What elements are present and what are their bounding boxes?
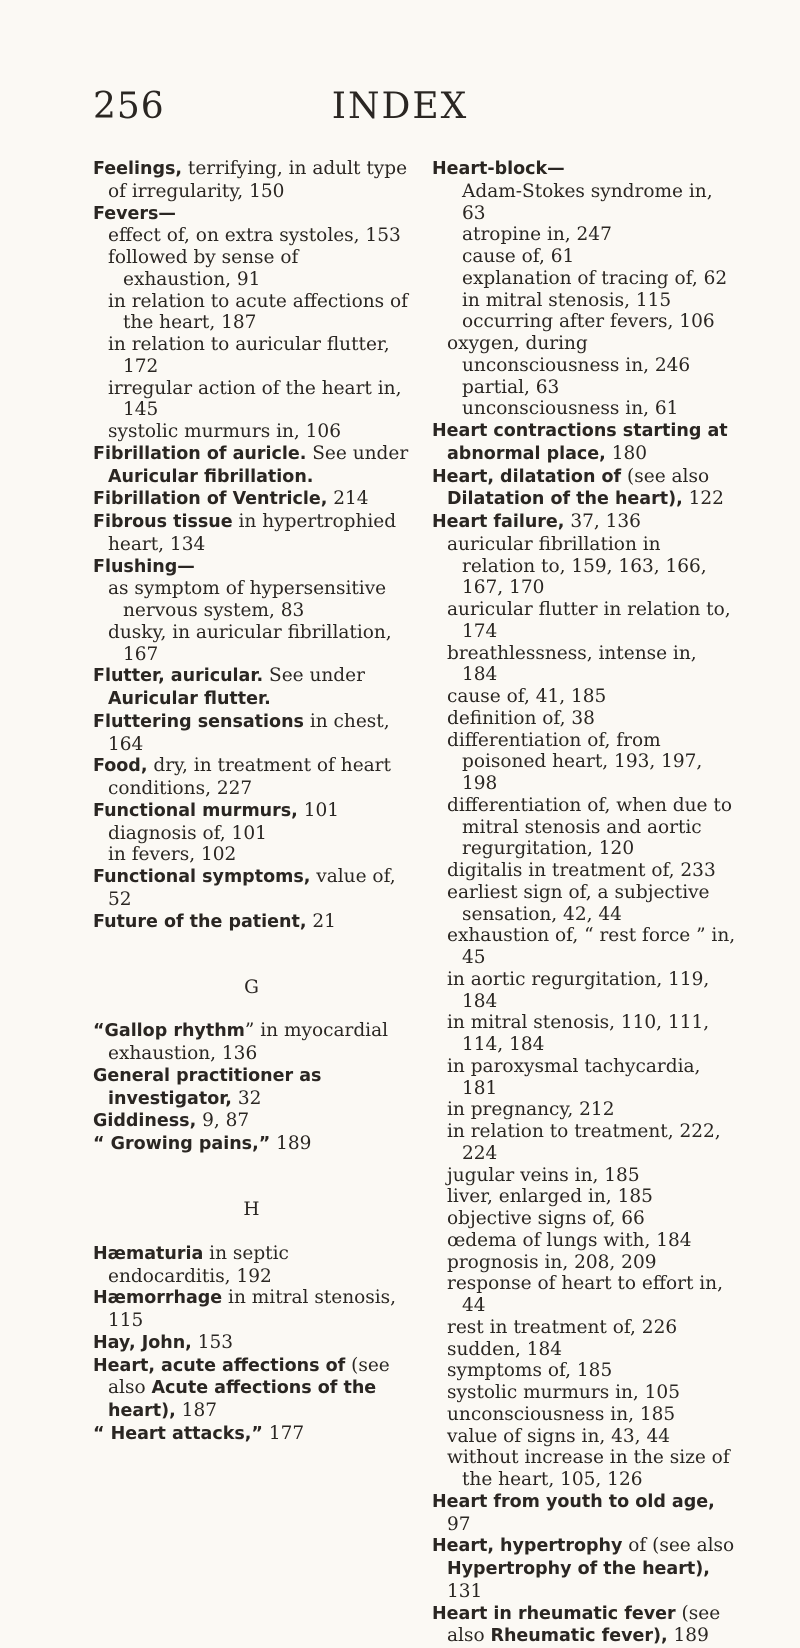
- sub-entry: differentiation of, when due to mitral stenosis and aortic regurgitation, 120: [432, 795, 737, 860]
- sub-entry: in mitral stenosis, 110, 111, 114, 184: [432, 1012, 737, 1056]
- sub-entry: effect of, on extra systoles, 153: [93, 225, 410, 247]
- index-entry-fevers: Fevers—: [93, 203, 410, 226]
- sub-entry: in mitral stenosis, 115: [432, 290, 737, 312]
- sub-entry: breathlessness, intense in, 184: [432, 643, 737, 687]
- index-entry-future: Future of the patient, 21: [93, 911, 410, 934]
- sub-entry: in relation to auricular flutter, 172: [93, 334, 410, 378]
- sub-entry: value of signs in, 43, 44: [432, 1426, 737, 1448]
- index-entry-heart-acute-affections: Heart, acute affections of (see also Acute affections of the heart), 187: [93, 1355, 410, 1423]
- sub-entry: in relation to acute affections of the heart, 187: [93, 291, 410, 335]
- sub-entry: dusky, in auricular fibrillation, 167: [93, 622, 410, 666]
- sub-entry: in relation to treatment, 222, 224: [432, 1121, 737, 1165]
- index-entry-heart-failure: Heart failure, 37, 136: [432, 511, 737, 534]
- sub-entry: occurring after fevers, 106: [432, 311, 737, 333]
- sub-entry: partial, 63: [432, 377, 737, 399]
- index-entry-giddiness: Giddiness, 9, 87: [93, 1110, 410, 1133]
- sub-entry: followed by sense of exhaustion, 91: [93, 247, 410, 291]
- sub-entry: sudden, 184: [432, 1339, 737, 1361]
- index-entry-heart-dilatation: Heart, dilatation of (see also Dilatation of the heart), 122: [432, 466, 737, 512]
- sub-entry: systolic murmurs in, 105: [432, 1382, 737, 1404]
- right-column: [432, 158, 737, 1648]
- index-entry-general-practitioner: General practitioner as investigator, 32: [93, 1065, 410, 1111]
- index-entry-heart-contractions: Heart contractions starting at abnormal place, 180: [432, 420, 737, 466]
- sub-entry: in pregnancy, 212: [432, 1099, 737, 1121]
- sub-entry: systolic murmurs in, 106: [93, 421, 410, 443]
- sub-entry: earliest sign of, a subjective sensation, 42, 44: [432, 882, 737, 926]
- sub-entry: differentiation of, from poisoned heart, 193, 197, 198: [432, 730, 737, 795]
- index-entry-heart-block: Heart-block—: [432, 158, 737, 181]
- index-entry-feelings: Feelings, terrifying, in adult type of irregularity, 150: [93, 158, 410, 203]
- sub-entry: auricular flutter in relation to, 174: [432, 599, 737, 643]
- running-title: INDEX: [0, 86, 800, 127]
- sub-entry: diagnosis of, 101: [93, 823, 410, 845]
- index-entry-fluttering: Fluttering sensations in chest, 164: [93, 711, 410, 756]
- index-entry-gallop-rhythm: “Gallop rhythm” in myocardial exhaustion, 136: [93, 1020, 410, 1065]
- sub-entry: definition of, 38: [432, 708, 737, 730]
- sub-entry: irregular action of the heart in, 145: [93, 378, 410, 422]
- sub-entry: in fevers, 102: [93, 844, 410, 866]
- index-entry-heart-hypertrophy: Heart, hypertrophy of (see also Hypertrophy of the heart), 131: [432, 1535, 737, 1602]
- sub-entry: jugular veins in, 185: [432, 1165, 737, 1187]
- sub-entry: prognosis in, 208, 209: [432, 1252, 737, 1274]
- index-entry-haemorrhage: Hæmorrhage in mitral stenosis, 115: [93, 1287, 410, 1332]
- page-number: 256: [93, 86, 165, 127]
- section-letter-h: H: [93, 1199, 410, 1221]
- index-entry-fibrillation-auricle: Fibrillation of auricle. See under Auricular fibrillation.: [93, 443, 410, 489]
- sub-entry: explanation of tracing of, 62: [432, 268, 737, 290]
- sub-entry: Adam-Stokes syndrome in, 63: [432, 181, 737, 225]
- sub-entry: unconsciousness in, 61: [432, 398, 737, 420]
- sub-entry: symptoms of, 185: [432, 1360, 737, 1382]
- sub-entry: exhaustion of, “ rest force ” in, 45: [432, 925, 737, 969]
- left-column: [93, 158, 410, 1446]
- sub-entry: digitalis in treatment of, 233: [432, 860, 737, 882]
- index-entry-flushing: Flushing—: [93, 556, 410, 579]
- index-entry-heart-rheumatic-fever: Heart in rheumatic fever (see also Rheumatic fever), 189: [432, 1603, 737, 1648]
- sub-entry: atropine in, 247: [432, 224, 737, 246]
- index-entry-haematuria: Hæmaturia in septic endocarditis, 192: [93, 1243, 410, 1288]
- section-letter-g: G: [93, 977, 410, 999]
- sub-entry: in paroxysmal tachycardia, 181: [432, 1056, 737, 1100]
- index-entry-heart-attacks: “ Heart attacks,” 177: [93, 1423, 410, 1446]
- index-entry-flutter: Flutter, auricular. See under Auricular flutter.: [93, 665, 410, 711]
- sub-entry: œdema of lungs with, 184: [432, 1230, 737, 1252]
- sub-entry: unconsciousness in, 185: [432, 1404, 737, 1426]
- sub-entry: liver, enlarged in, 185: [432, 1186, 737, 1208]
- index-entry-fibrillation-ventricle: Fibrillation of Ventricle, 214: [93, 488, 410, 511]
- sub-entry: auricular fibrillation in relation to, 159, 163, 166, 167, 170: [432, 534, 737, 599]
- index-entry-fibrous-tissue: Fibrous tissue in hypertrophied heart, 134: [93, 511, 410, 556]
- sub-entry: rest in treatment of, 226: [432, 1317, 737, 1339]
- sub-entry: without increase in the size of the heart, 105, 126: [432, 1447, 737, 1491]
- index-entry-functional-murmurs: Functional murmurs, 101: [93, 800, 410, 823]
- index-entry-hay-john: Hay, John, 153: [93, 1332, 410, 1355]
- index-entry-food: Food, dry, in treatment of heart conditions, 227: [93, 755, 410, 800]
- sub-entry: in aortic regurgitation, 119, 184: [432, 969, 737, 1013]
- index-entry-functional-symptoms: Functional symptoms, value of, 52: [93, 866, 410, 911]
- page-header: [0, 86, 800, 136]
- sub-entry: objective signs of, 66: [432, 1208, 737, 1230]
- sub-entry: cause of, 61: [432, 246, 737, 268]
- sub-entry: oxygen, during unconsciousness in, 246: [432, 333, 737, 377]
- sub-entry: cause of, 41, 185: [432, 686, 737, 708]
- sub-entry: as symptom of hypersensitive nervous system, 83: [93, 578, 410, 622]
- index-entry-growing-pains: “ Growing pains,” 189: [93, 1133, 410, 1156]
- sub-entry: response of heart to effort in, 44: [432, 1273, 737, 1317]
- index-entry-heart-youth-old-age: Heart from youth to old age, 97: [432, 1491, 737, 1536]
